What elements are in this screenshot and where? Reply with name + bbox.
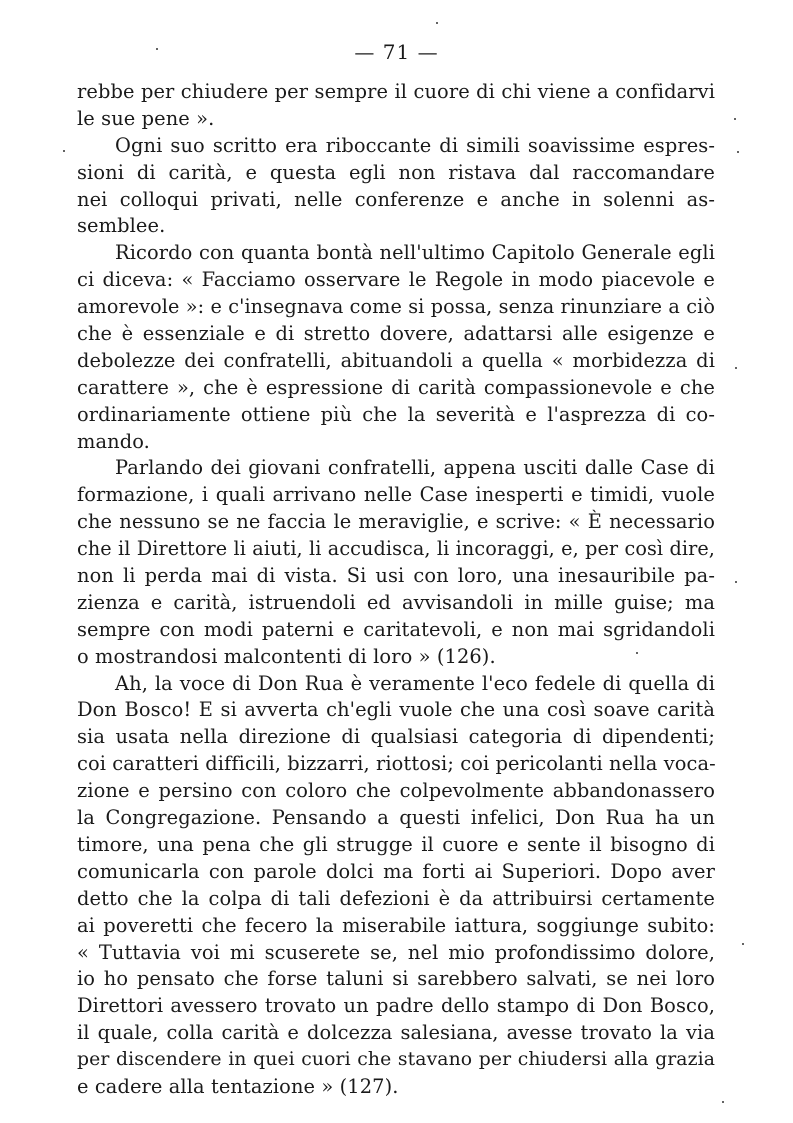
text-line: sia usata nella direzione di qualsiasi categoria di dipendenti; [77, 725, 715, 749]
text-line: nei colloqui privati, nelle conferenze e anche in solenni as- [77, 187, 715, 211]
scan-speck [436, 22, 438, 24]
text-line: detto che la colpa di tali defezioni è da attribuirsi certamente [77, 886, 715, 910]
text-line: semblee. [77, 214, 166, 238]
text-line: non li perda mai di vista. Si usi con loro, una inesauribile pa- [77, 564, 715, 588]
text-line: sempre con modi paterni e caritatevoli, e non mai sgridandoli [77, 617, 715, 641]
text-line: il quale, colla carità e dolcezza salesiana, avesse trovato la via [77, 1021, 715, 1045]
scan-speck [722, 1101, 724, 1103]
text-line: Ogni suo scritto era riboccante di simili soavissime espres- [115, 133, 715, 157]
scan-speck [63, 150, 65, 152]
text-line: ordinariamente ottiene più che la severità e l'asprezza di co- [77, 402, 715, 426]
scan-speck [742, 943, 744, 945]
text-line: timore, una pena che gli strugge il cuore e sente il bisogno di [77, 832, 715, 856]
scan-speck [735, 367, 737, 369]
scan-speck [734, 118, 736, 120]
text-line: Direttori avessero trovato un padre dello stampo di Don Bosco, [77, 994, 715, 1018]
scan-speck [735, 581, 737, 583]
page-number: — 71 — [354, 40, 439, 64]
text-line: che è essenziale e di stretto dovere, adattarsi alle esigenze e [77, 322, 715, 346]
text-line: rebbe per chiudere per sempre il cuore di chi viene a confidarvi [77, 80, 715, 103]
text-line: debolezze dei confratelli, abituandoli a quella « morbidezza di [77, 348, 715, 372]
text-line: che nessuno se ne faccia le meraviglie, e scrive: « È necessario [77, 510, 715, 534]
scan-speck [737, 151, 739, 153]
text-line: zienza e carità, istruendoli ed avvisandoli in mille guise; ma [77, 590, 715, 614]
text-line: zione e persino con coloro che colpevolmente abbandonassero [77, 779, 715, 803]
text-line: sioni di carità, e questa egli non ristava dal raccomandare [77, 160, 715, 184]
scan-speck [156, 48, 158, 50]
text-line: per discendere in quei cuori che stavano per chiudersi alla grazia [77, 1049, 715, 1071]
body-text [77, 79, 715, 1101]
text-line: carattere », che è espressione di carità compassionevole e che [77, 375, 715, 399]
text-line: ai poveretti che fecero la miserabile iattura, soggiunge subito: [77, 913, 715, 937]
text-line: la Congregazione. Pensando a questi infelici, Don Rua ha un [77, 806, 715, 830]
text-line: comunicarla con parole dolci ma forti ai Superiori. Dopo aver [77, 859, 715, 883]
text-line: io ho pensato che forse taluni si sarebbero salvati, se nei loro [77, 967, 715, 991]
text-line: Don Bosco! E si avverta ch'egli vuole che una così soave carità [77, 698, 715, 722]
text-line: formazione, i quali arrivano nelle Case inesperti e timidi, vuole [77, 483, 715, 507]
text-line: mando. [77, 429, 150, 453]
text-line: « Tuttavia voi mi scuserete se, nel mio profondissimo dolore, [77, 940, 715, 964]
text-line: Ricordo con quanta bontà nell'ultimo Capitolo Generale egli [115, 241, 715, 265]
text-line: amorevole »: e c'insegnava come si possa, senza rinunziare a ciò [77, 295, 715, 319]
text-line: o mostrandosi malcontenti di loro » (126). [77, 644, 496, 668]
text-line: le sue pene ». [77, 106, 215, 130]
text-line: Parlando dei giovani confratelli, appena usciti dalle Case di [115, 456, 715, 480]
text-line: Ah, la voce di Don Rua è veramente l'eco fedele di quella di [115, 671, 715, 695]
text-line: che il Direttore li aiuti, li accudisca, li incoraggi, e, per così dire, [77, 537, 715, 561]
text-line: coi caratteri difficili, bizzarri, riottosi; coi pericolanti nella voca- [77, 752, 716, 776]
text-line: ci diceva: « Facciamo osservare le Regole in modo piacevole e [77, 268, 715, 292]
text-line: e cadere alla tentazione » (127). [77, 1074, 399, 1098]
scan-speck [636, 652, 638, 654]
